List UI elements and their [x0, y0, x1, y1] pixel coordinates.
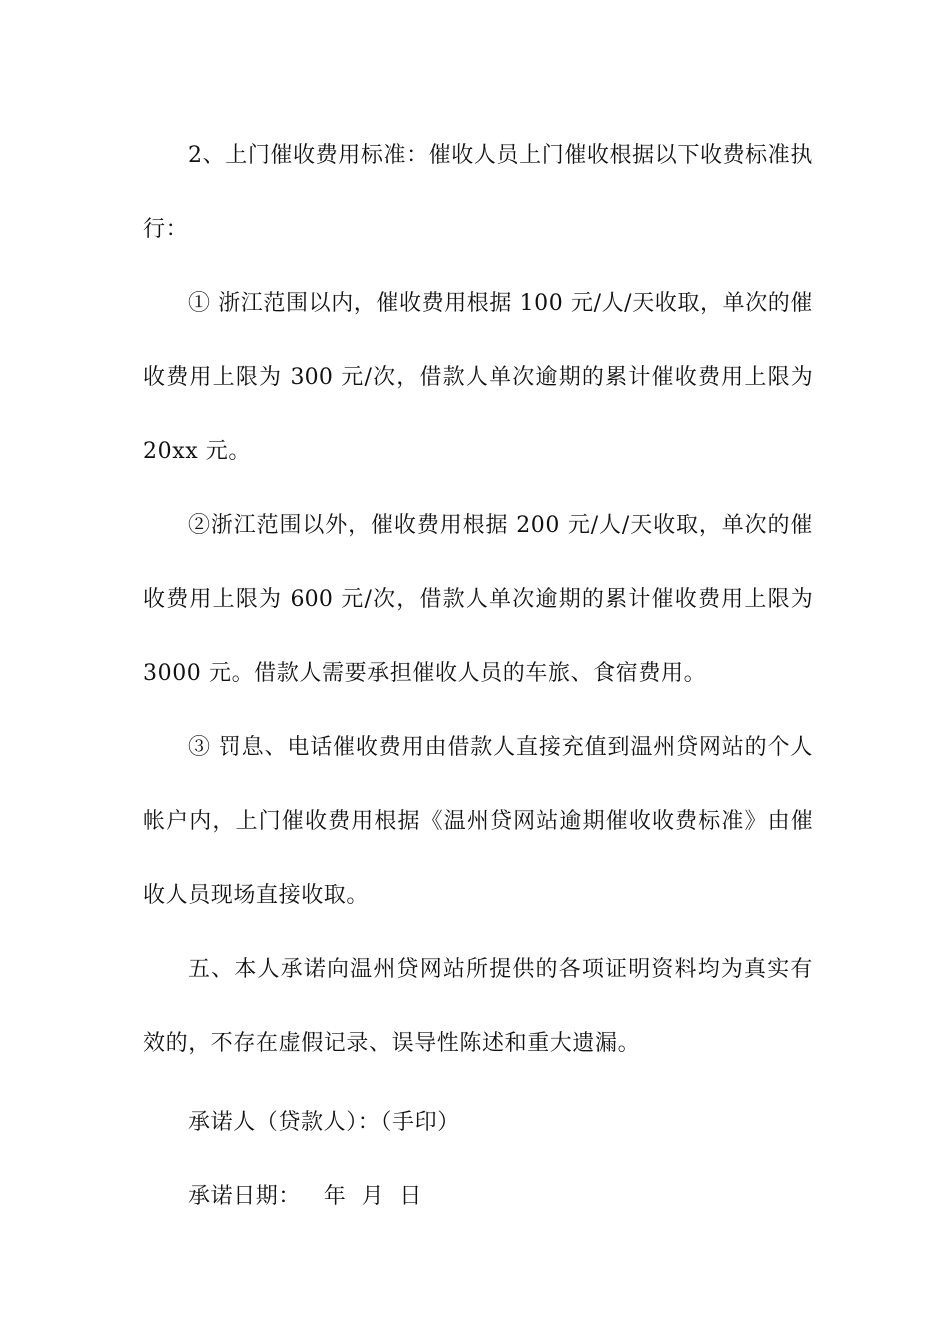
doc-line-zhejiang-inside-3: 20xx 元。 [143, 439, 252, 464]
doc-line-promisor: 承诺人（贷款人）：（手印） [188, 1110, 460, 1135]
doc-line-penalty-3: 收人员现场直接收取。 [143, 883, 370, 908]
doc-line-penalty-2: 帐户内，上门催收费用根据《温州贷网站逾期催收收费标准》由催 [143, 809, 813, 834]
doc-line-promise-date: 承诺日期： 年 月 日 [188, 1184, 422, 1209]
doc-line-zhejiang-inside-2: 收费用上限为 300 元/次，借款人单次逾期的累计催收费用上限为 [143, 365, 813, 390]
doc-line-zhejiang-inside-1: ① 浙江范围以内，催收费用根据 100 元/人/天收取，单次的催 [188, 291, 813, 316]
doc-line-commitment-1: 五、本人承诺向温州贷网站所提供的各项证明资料均为真实有 [188, 957, 813, 982]
doc-line-zhejiang-outside-1: ②浙江范围以外，催收费用根据 200 元/人/天收取，单次的催 [188, 513, 813, 538]
doc-line-penalty-1: ③ 罚息、电话催收费用由借款人直接充值到温州贷网站的个人 [188, 735, 813, 760]
doc-line-zhejiang-outside-2: 收费用上限为 600 元/次，借款人单次逾期的累计催收费用上限为 [143, 587, 813, 612]
doc-line-zhejiang-outside-3: 3000 元。借款人需要承担催收人员的车旅、食宿费用。 [143, 661, 707, 686]
doc-line-commitment-2: 效的，不存在虚假记录、误导性陈述和重大遗漏。 [143, 1031, 641, 1056]
doc-line-execute: 行： [143, 217, 189, 242]
doc-line-collection-fee-standard: 2、上门催收费用标准：催收人员上门催收根据以下收费标准执 [188, 143, 813, 168]
